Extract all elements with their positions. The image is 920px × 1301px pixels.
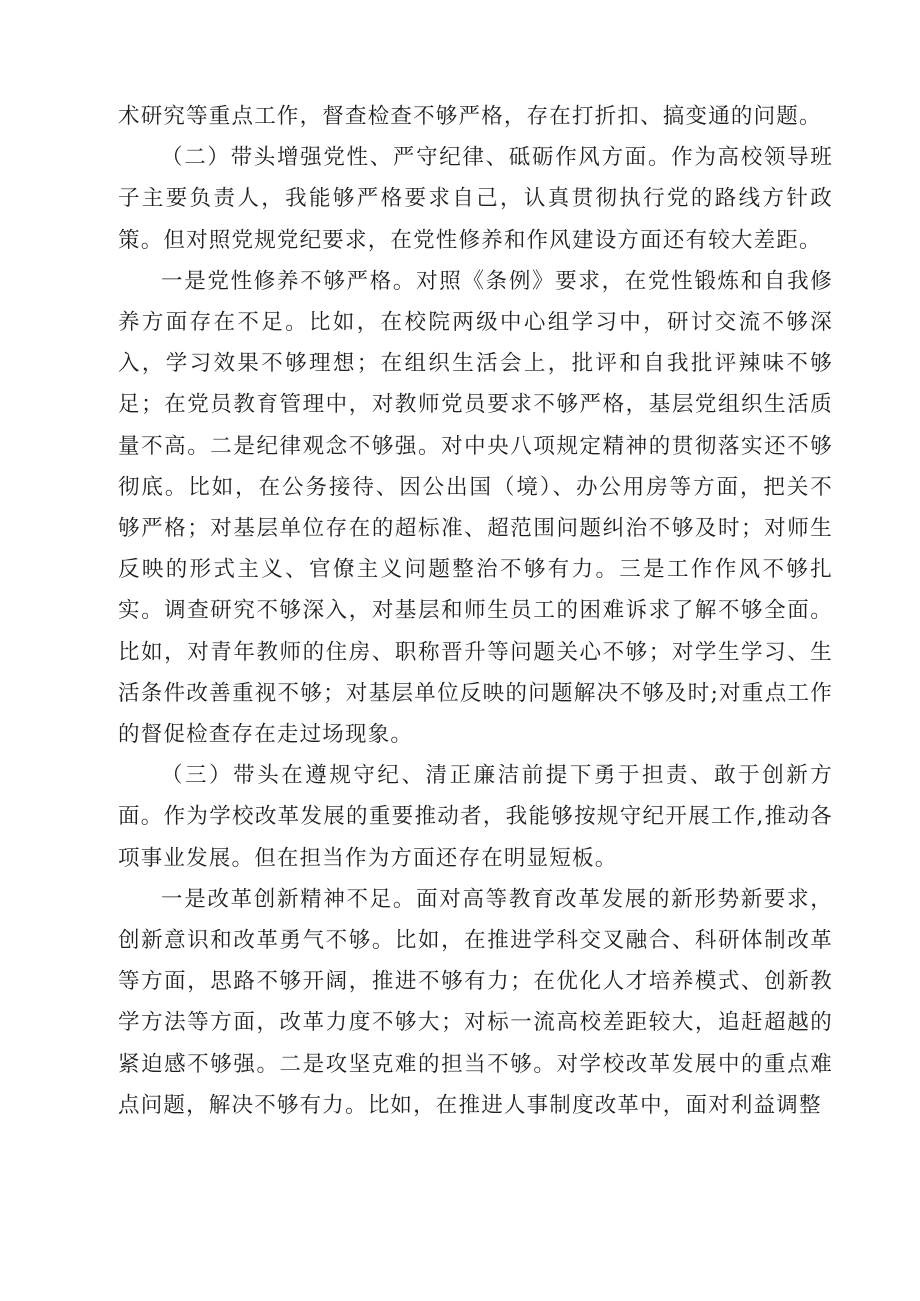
- paragraph-continuation: 术研究等重点工作，督查检查不够严格，存在打折扣、搞变通的问题。: [118, 104, 822, 129]
- paragraph-reform-innovation: 一是改革创新精神不足。面对高等教育改革发展的新形势新要求，创新意识和改革勇气不够。比如，在推进学科交叉融合、科研体制改革等方面，思路不够开阔，推进不够有力；在优化人才培养模式、创新教学方法等方面，改革力度不够大；对标一流高校差距较大，追赶超越的紧迫感不够强。二是攻坚克难的担当不够。对学校改革发展中的重点难点问题，解决不够有力。比如，在推进人事制度改革中，面对利益调整: [118, 886, 833, 1118]
- paragraph-party-discipline: 一是党性修养不够严格。对照《条例》要求，在党性锻炼和自我修养方面存在不足。比如，在校院两级中心组学习中，研讨交流不够深入，学习效果不够理想；在组织生活会上，批评和自我批评辣味不够足；在党员教育管理中，对教师党员要求不够严格，基层党组织生活质量不高。二是纪律观念不够强。对中央八项规定精神的贯彻落实还不够彻底。比如，在公务接待、因公出国（境）、办公用房等方面，把关不够严格；对基层单位存在的超标准、超范围问题纠治不够及时；对师生反映的形式主义、官僚主义问题整治不够有力。三是工作作风不够扎实。调查研究不够深入，对基层和师生员工的困难诉求了解不够全面。比如，对青年教师的住房、职称晋升等问题关心不够；对学生学习、生活条件改善重视不够；对基层单位反映的问题解决不够及时;对重点工作的督促检查存在走过场现象。: [118, 268, 833, 748]
- paragraph-section-three: （三）带头在遵规守纪、清正廉洁前提下勇于担责、敢于创新方面。作为学校改革发展的重要推动者，我能够按规守纪开展工作,推动各项事业发展。但在担当作为方面还存在明显短板。: [118, 763, 833, 871]
- paragraph-section-two: （二）带头增强党性、严守纪律、砥砺作风方面。作为高校领导班子主要负责人，我能够严格要求自己，认真贯彻执行党的路线方针政策。但对照党规党纪要求，在党性修养和作风建设方面还有较大差距。: [118, 145, 833, 253]
- document-body: [118, 96, 833, 1126]
